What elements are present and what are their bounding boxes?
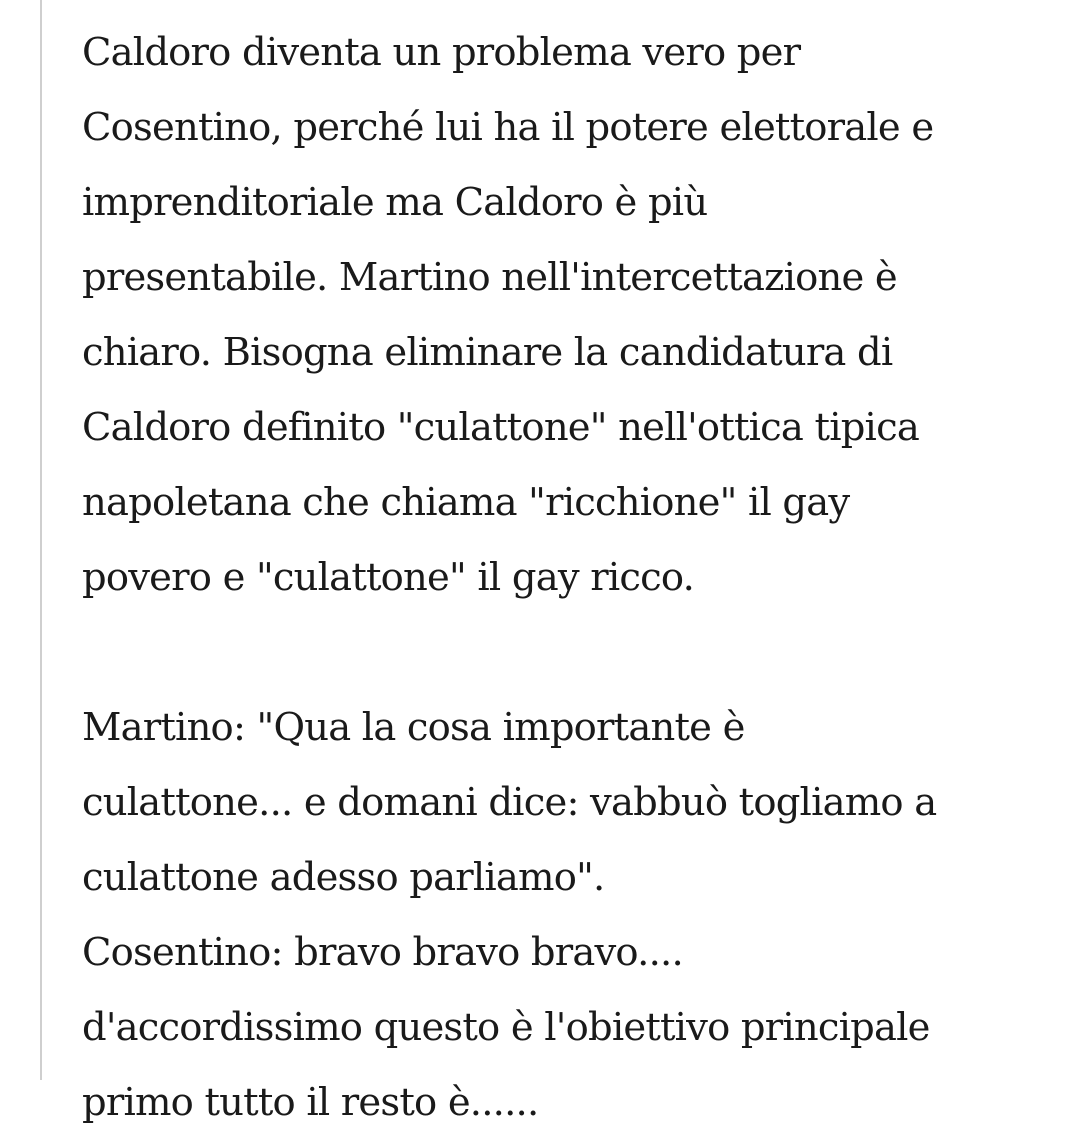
text-line: culattone... e domani dice: vabbuò togliamo a xyxy=(82,780,937,825)
text-line: d'accordissimo questo è l'obiettivo principale xyxy=(82,1005,930,1050)
paragraph-2 xyxy=(82,690,1072,1140)
text-line: Caldoro diventa un problema vero per xyxy=(82,30,801,75)
left-border-rule xyxy=(40,0,42,1080)
text-line: Cosentino, perché lui ha il potere elettorale e xyxy=(82,105,934,150)
text-line: imprenditoriale ma Caldoro è più xyxy=(82,180,708,225)
text-line: Martino: "Qua la cosa importante è xyxy=(82,705,745,750)
text-line: chiaro. Bisogna eliminare la candidatura di xyxy=(82,330,893,375)
text-line: povero e "culattone" il gay ricco. xyxy=(82,555,695,600)
text-line: Cosentino: bravo bravo bravo.... xyxy=(82,930,683,975)
article-body xyxy=(82,15,1072,1140)
text-line: culattone adesso parliamo". xyxy=(82,855,605,900)
text-line: presentabile. Martino nell'intercettazione è xyxy=(82,255,897,300)
text-line: Caldoro definito "culattone" nell'ottica tipica xyxy=(82,405,919,450)
text-line: primo tutto il resto è...... xyxy=(82,1080,539,1125)
paragraph-spacer xyxy=(82,615,1072,690)
paragraph-1 xyxy=(82,15,1072,615)
text-line: napoletana che chiama "ricchione" il gay xyxy=(82,480,850,525)
